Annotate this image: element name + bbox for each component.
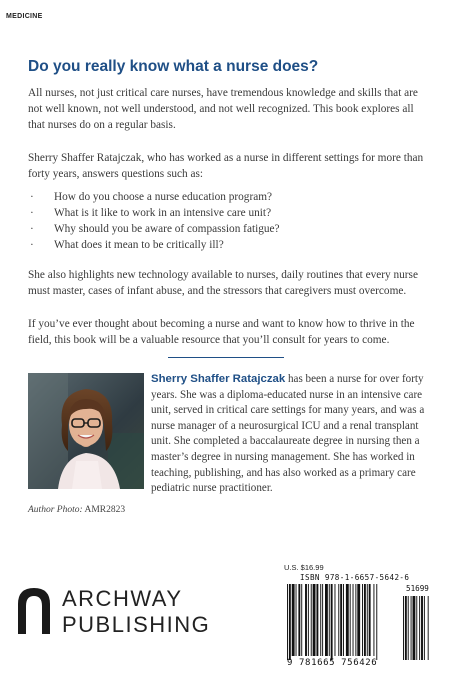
barcode-bar — [353, 584, 354, 656]
barcode-bar — [338, 584, 339, 656]
author-lead-paragraph: Sherry Shaffer Ratajczak, who has worked as a nurse in different settings for more than forty years, answers questions such as: — [28, 152, 424, 180]
publisher-logo — [18, 586, 248, 640]
barcode-bar — [322, 584, 323, 656]
question-item — [30, 237, 410, 253]
section-divider — [168, 357, 284, 358]
barcode-bar — [325, 584, 328, 656]
question-item — [30, 221, 410, 237]
addon-bar — [421, 596, 423, 660]
barcode-bar — [376, 584, 377, 660]
author-photo — [28, 373, 144, 489]
barcode-bar — [305, 584, 307, 656]
isbn-text: ISBN 978-1-6657-5642-6 — [300, 573, 410, 582]
question-item — [30, 189, 410, 205]
barcode-bar — [335, 584, 336, 656]
question-item — [30, 205, 410, 221]
barcode-bar — [350, 584, 351, 656]
addon-bar — [405, 596, 407, 660]
barcode-bar — [357, 584, 360, 656]
barcode-bar — [369, 584, 371, 656]
archway-logo-icon — [18, 588, 50, 634]
barcode-bar — [289, 584, 291, 660]
category-label: MEDICINE — [6, 13, 43, 20]
addon-bar — [416, 596, 417, 660]
barcode-bar — [362, 584, 363, 656]
author-name: Sherry Shaffer Ratajczak — [151, 373, 286, 385]
barcode-bar — [329, 584, 330, 656]
question-text: Why should you be aware of compassion fatigue? — [54, 223, 280, 235]
barcode-digits: 9 781665 756426 — [287, 658, 378, 668]
barcode-bar — [292, 584, 295, 656]
addon-bar — [419, 596, 420, 660]
barcode-bar — [320, 584, 321, 656]
barcode-bar — [296, 584, 297, 656]
bullet-icon: · — [30, 223, 34, 235]
barcode-bar — [313, 584, 316, 656]
publisher-name-line1: ARCHWAY — [62, 586, 183, 611]
barcode-bar — [367, 584, 368, 656]
author-portrait-icon — [28, 373, 144, 489]
photo-credit-label: Author Photo: — [28, 505, 83, 515]
highlights-paragraph: She also highlights new technology available to nurses, daily routines that every nurse must master, cases of infant abuse, and the stressors that caregivers must overcome. — [28, 269, 418, 297]
closing-paragraph: If you’ve ever thought about becoming a nurse and want to know how to thrive in the field, this book will be a valuable resource that you’ll consult for years to come. — [28, 318, 415, 346]
barcode-bar — [311, 584, 312, 656]
barcode-bar — [355, 584, 356, 656]
bullet-icon: · — [30, 207, 34, 219]
headline: Do you really know what a nurse does? — [28, 58, 319, 75]
barcode-bar — [340, 584, 342, 656]
barcode-bar — [298, 584, 300, 656]
barcode-bar — [346, 584, 349, 656]
price-label: U.S. $16.99 — [284, 563, 324, 572]
bullet-icon: · — [30, 191, 34, 203]
photo-credit — [28, 505, 125, 515]
addon-code: 51699 — [406, 584, 429, 593]
barcode-bar — [301, 584, 302, 656]
author-bio — [151, 372, 429, 497]
publisher-name-line2: PUBLISHING — [62, 612, 211, 637]
barcode-bar — [331, 584, 333, 660]
barcode-bar — [343, 584, 344, 656]
question-list — [30, 189, 410, 253]
barcode-bar — [364, 584, 366, 656]
barcode-bar — [308, 584, 309, 656]
addon-bar — [428, 596, 429, 660]
addon-bar — [403, 596, 404, 660]
addon-bar — [411, 596, 412, 660]
photo-credit-value: AMR2823 — [82, 505, 126, 515]
question-text: What does it mean to be critically ill? — [54, 239, 224, 251]
addon-bar — [413, 596, 416, 660]
intro-paragraph: All nurses, not just critical care nurses, have tremendous knowledge and skills that are not well known, not well understood, and not well recognized. This book explores all that nurses do on a regular basis. — [28, 87, 418, 131]
addon-bar — [408, 596, 409, 660]
author-bio-text: has been a nurse for over forty years. She was a diploma-educated nurse in an intensive care unit, served in critical care settings for many years, and was a nurse manager of a neurosurgical ICU and a renal transplant unit. She completed a baccalaureate degree in nursing then a master’s degree in nursing management. She has worked in teaching, publishing, and has also worked as a primary care pediatric nurse practitioner. — [151, 373, 425, 495]
question-text: What is it like to work in an intensive care unit? — [54, 207, 272, 219]
barcode-bar — [316, 584, 318, 656]
bullet-icon: · — [30, 239, 34, 251]
barcode-bar — [373, 584, 374, 656]
addon-bar — [424, 596, 425, 660]
question-text: How do you choose a nurse education program? — [54, 191, 273, 203]
barcode-bar — [287, 584, 288, 660]
